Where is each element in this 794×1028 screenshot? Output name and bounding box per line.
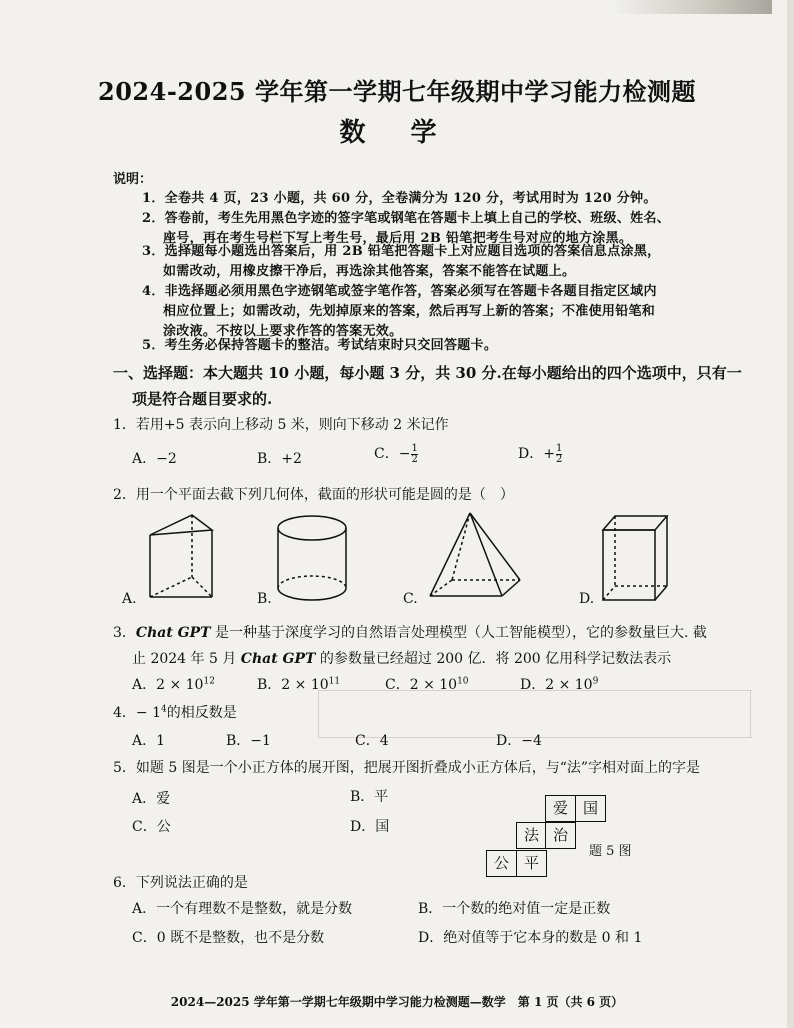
q1-option-a: A．−2 — [132, 451, 177, 467]
notice-line: 涂改液。不按以上要求作答的答案无效。 — [163, 324, 403, 339]
scan-edge — [787, 0, 794, 1028]
cube-figure — [595, 510, 675, 605]
page-footer: 2024—2025 学年第一学期七年级期中学习能力检测题—数学 第 1 页（共 6 页） — [170, 995, 624, 1009]
q5-option-b: B．平 — [350, 789, 389, 805]
q5-option-c: C．公 — [132, 819, 171, 835]
question-4-stem: 4．− $1^4$的相反数是 — [113, 704, 237, 721]
question-1-stem: 1．若用+5 表示向上移动 5 米，则向下移动 2 米记作 — [113, 417, 449, 433]
net-cell: 平 — [516, 850, 547, 877]
q2-label-b: B. — [257, 591, 272, 607]
notice-line: 相应位置上；如需改动，先划掉原来的答案，然后再写上新的答案；不准使用铅笔和 — [163, 304, 656, 319]
bleed-line — [750, 690, 751, 738]
notice-line: 2．答卷前，考生先用黑色字迹的签字笔或钢笔在答题卡上填上自己的学校、班级、姓名、 — [142, 211, 671, 226]
pyramid-figure — [420, 508, 530, 608]
q3-option-c: C．$2 \times 10^{10}$ — [385, 676, 469, 693]
notice-line: 3．选择题每小题选出答案后，用 2B 铅笔把答题卡上对应题目选项的答案信息点涂黑， — [142, 244, 661, 259]
q4-option-b: B．−1 — [226, 733, 271, 749]
q4-option-c: C．4 — [355, 733, 389, 749]
q1-option-c — [374, 443, 418, 465]
notice-line: 如需改动，用橡皮擦干净后，再选涂其他答案，答案不能答在试题上。 — [163, 264, 576, 279]
q3-option-d: D．$2 \times 10^9$ — [520, 676, 599, 693]
net-cell: 国 — [575, 795, 606, 822]
q2-label-d: D. — [579, 591, 595, 607]
net-cell: 爱 — [545, 795, 576, 822]
notice-heading: 说明： — [113, 172, 153, 187]
section-heading-cont: 项是符合题目要求的. — [132, 390, 273, 408]
question-3-line1: 3．Chat GPT 是一种基于深度学习的自然语言处理模型（人工智能模型），它的参数量巨大. 截 — [113, 625, 707, 641]
q5-option-d: D．国 — [350, 819, 390, 835]
q5-option-a: A．爱 — [132, 791, 171, 807]
q1-option-c-label: C．− — [374, 446, 411, 462]
q3-option-b: B．$2 \times 10^{11}$ — [257, 676, 341, 693]
q4-option-a: A．1 — [132, 733, 166, 749]
question-3-line2: 止 2024 年 5 月 Chat GPT 的参数量已经超过 200 亿．将 200 亿用科学记数法表示 — [132, 651, 672, 667]
q1-option-d-label: D．+ — [518, 446, 555, 462]
q3-option-a: A．$2 \times 10^{12}$ — [132, 676, 215, 693]
q1-option-d — [518, 443, 562, 465]
notice-line: 1．全卷共 4 页，23 小题，共 60 分，全卷满分为 120 分，考试用时为 120 分钟。 — [142, 191, 657, 206]
q6-option-c: C．0 既不是整数，也不是分数 — [132, 930, 325, 946]
net-cell: 公 — [486, 850, 517, 877]
q1-option-b: B．+2 — [257, 451, 302, 467]
bleed-line — [318, 690, 319, 738]
cylinder-figure — [270, 510, 360, 605]
prism-figure — [140, 505, 230, 605]
subject-title: 数 学 — [339, 118, 455, 148]
fraction: $\frac{1}{2}$ — [555, 442, 563, 465]
q4-option-d: D．−4 — [496, 733, 542, 749]
net-cell: 法 — [516, 822, 547, 849]
q2-label-a: A. — [122, 591, 137, 607]
figure-caption: 题 5 图 — [589, 844, 632, 859]
q2-label-c: C. — [403, 591, 418, 607]
q6-option-d: D．绝对值等于它本身的数是 0 和 1 — [418, 930, 643, 946]
question-5-stem: 5．如题 5 图是一个小正方体的展开图，把展开图折叠成小正方体后，与“法”字相对面上的字是 — [113, 760, 701, 776]
question-2-stem: 2．用一个平面去截下列几何体，截面的形状可能是圆的是（ ） — [113, 487, 514, 503]
q6-option-b: B．一个数的绝对值一定是正数 — [418, 901, 611, 917]
question-6-stem: 6．下列说法正确的是 — [113, 875, 248, 891]
exam-title: 2024-2025 学年第一学期七年级期中学习能力检测题 — [98, 77, 696, 106]
scan-shadow — [612, 0, 772, 14]
notice-line: 4．非选择题必须用黑色字迹钢笔或签字笔作答，答案必须写在答题卡各题目指定区域内 — [142, 284, 657, 299]
section-heading: 一、选择题：本大题共 10 小题，每小题 3 分，共 30 分.在每小题给出的四个选项中，只有一 — [113, 364, 742, 382]
q6-option-a: A．一个有理数不是整数，就是分数 — [132, 901, 353, 917]
fraction: $\frac{1}{2}$ — [411, 442, 418, 465]
notice-line: 座号，再在考生号栏下写上考生号，最后用 2B 铅笔把考生号对应的地方涂黑。 — [163, 231, 633, 246]
net-cell: 治 — [545, 822, 576, 849]
notice-line: 5．考生务必保持答题卡的整洁。考试结束时只交回答题卡。 — [142, 338, 498, 353]
